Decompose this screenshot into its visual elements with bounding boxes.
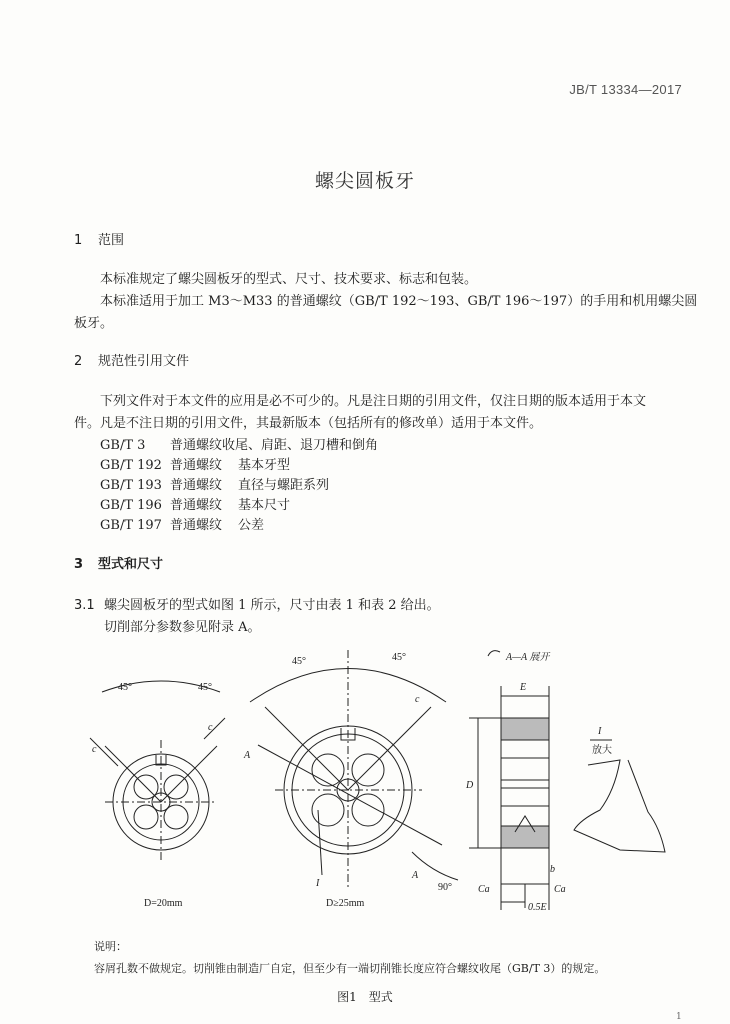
notes-text: 容屑孔数不做规定。切削锥由制造厂自定，但至少有一端切削锥长度应符合螺纹收尾（GB/T 3）的规定。: [94, 962, 606, 975]
section-2-heading: [74, 350, 189, 369]
angle-label: 90°: [438, 882, 452, 893]
document-title: 螺尖圆板牙: [314, 170, 415, 192]
reference-code: GB/T 197: [100, 518, 162, 533]
detail-title: I: [598, 726, 602, 737]
reference-title: 普通螺纹: [170, 458, 223, 473]
clause-number: 3.1: [74, 598, 95, 613]
clause-3-1-note: 切削部分参数参见附录 A。: [104, 620, 261, 635]
clause-3-1: [74, 594, 440, 613]
dimension-label: D: [466, 780, 474, 791]
standard-code: JB/T 13334—2017: [569, 82, 682, 97]
page-number: 1: [676, 1012, 682, 1022]
scope-paragraph-2-cont: 板牙。: [74, 316, 114, 331]
figure-caption-small: D=20mm: [144, 898, 183, 909]
detail-marker: I: [316, 878, 320, 889]
detail-subtitle: 放大: [592, 745, 612, 756]
chamfer-label: c: [415, 694, 420, 705]
dimension-label: b: [550, 864, 555, 875]
reference-subtitle: 公差: [238, 518, 265, 533]
reference-subtitle: 直径与螺距系列: [238, 478, 330, 493]
reference-code: GB/T 193: [100, 478, 162, 493]
reference-code: GB/T 192: [100, 458, 162, 473]
clause-text: 螺尖圆板牙的型式如图 1 所示，尺寸由表 1 和表 2 给出。: [104, 598, 440, 613]
section-view-drawing: [469, 651, 549, 910]
reference-item: [100, 514, 264, 533]
angle-label: 45°: [118, 682, 132, 693]
scope-paragraph-2: 本标准适用于加工 M3～M33 的普通螺纹（GB/T 192～193、GB/T 196～197）的手用和机用螺尖圆: [100, 294, 698, 309]
dimension-label: Ca: [554, 884, 566, 895]
section-number: 3: [74, 557, 84, 572]
figure-1-drawing: [60, 640, 700, 925]
reference-code: GB/T 196: [100, 498, 162, 513]
figure-caption: 图1 型式: [337, 990, 393, 1004]
dimension-label: Ca: [478, 884, 490, 895]
reference-subtitle: 基本牙型: [238, 458, 291, 473]
reference-item: [100, 454, 290, 473]
die-drawing-small: [90, 681, 225, 862]
section-title: 规范性引用文件: [98, 354, 190, 369]
section-marker: A: [244, 750, 251, 761]
reference-item: [100, 474, 329, 493]
angle-label: 45°: [198, 682, 212, 693]
section-1-heading: [74, 229, 124, 248]
section-number: 2: [74, 354, 83, 369]
dimension-label: 0.5E: [528, 902, 547, 913]
reference-item: [100, 494, 290, 513]
chamfer-label: c: [92, 744, 97, 755]
die-drawing-large: [250, 650, 458, 890]
notes-label: 说明：: [94, 940, 127, 953]
section-title: 型式和尺寸: [98, 557, 164, 572]
angle-label: 45°: [392, 652, 406, 663]
scope-paragraph-1: 本标准规定了螺尖圆板牙的型式、尺寸、技术要求、标志和包装。: [100, 272, 478, 287]
reference-title: 普通螺纹收尾、肩距、退刀槽和倒角: [170, 438, 379, 453]
dimension-label: E: [520, 682, 527, 693]
section-title: 范围: [98, 233, 125, 248]
reference-title: 普通螺纹: [170, 478, 223, 493]
angle-label: 45°: [292, 656, 306, 667]
reference-title: 普通螺纹: [170, 518, 223, 533]
detail-drawing: [574, 740, 665, 852]
section-view-title: A—A 展开: [506, 652, 550, 663]
section-3-heading: [74, 553, 163, 572]
reference-code: GB/T 3: [100, 438, 146, 453]
reference-subtitle: 基本尺寸: [238, 498, 291, 513]
reference-item: [100, 434, 378, 453]
section-number: 1: [74, 233, 83, 248]
chamfer-label: c: [208, 722, 213, 733]
refs-intro: 下列文件对于本文件的应用是必不可少的。凡是注日期的引用文件，仅注日期的版本适用于本文: [100, 394, 647, 409]
refs-intro-cont: 件。凡是不注日期的引用文件，其最新版本（包括所有的修改单）适用于本文件。: [74, 416, 543, 431]
section-marker: A: [412, 870, 419, 881]
reference-title: 普通螺纹: [170, 498, 223, 513]
figure-caption-large: D≥25mm: [326, 898, 365, 909]
